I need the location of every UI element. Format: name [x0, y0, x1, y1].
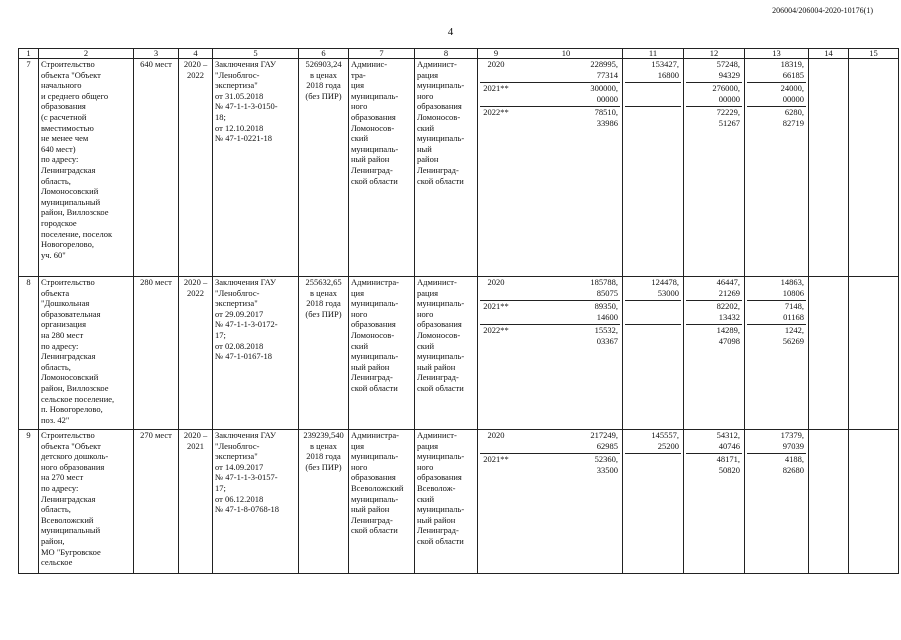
total-value-cell: 228995, 77314 [512, 59, 620, 83]
empty-cell [809, 277, 849, 430]
value-row [686, 301, 742, 325]
header-cell: 15 [849, 49, 899, 59]
empty-cell [849, 277, 899, 430]
capacity-cell: 280 мест [134, 277, 179, 430]
object-name-cell: Строительство объекта "Объект детского дошколь- ного образования на 270 мест по адресу: Ленинградская область, Всеволожский муниципальный район, МО "Бугровское сельское [39, 430, 134, 574]
value-row [747, 277, 806, 301]
financing-cell [478, 430, 623, 574]
capacity-cell: 640 мест [134, 59, 179, 277]
customer-cell: Администра- ция муниципаль- ного образования Ломоносов- ский муниципаль- ный район Ленинград- ской области [349, 277, 415, 430]
value-cell: 153427, 16800 [625, 59, 681, 83]
value-cell: 82202, 13432 [686, 301, 742, 325]
capacity-cell: 270 мест [134, 430, 179, 574]
financing-subtable [480, 59, 620, 130]
value-cell: 124478, 53000 [625, 277, 681, 301]
value-row [747, 107, 806, 131]
page-number: 4 [447, 26, 454, 38]
value-column-cell [623, 430, 684, 574]
header-cell-group [478, 49, 623, 59]
value-cell: 14289, 47098 [716, 325, 740, 346]
header-cell: 14 [809, 49, 849, 59]
value-subtable [686, 59, 742, 130]
value-row [625, 277, 681, 301]
value-column-cell [623, 277, 684, 430]
value-row [625, 59, 681, 83]
value-column-cell [623, 59, 684, 277]
customer-cell: Администра- ция муниципаль- ного образования Всеволожский муниципаль- ный район Ленинград- ской области [349, 430, 415, 574]
value-subtable [625, 277, 681, 348]
developer-cell: Админист- рация муниципаль- ного образования Ломоносов- ский муниципаль- ный район Ленинград- ской области [415, 277, 478, 430]
header-cell: 7 [349, 49, 415, 59]
value-row [686, 107, 742, 131]
financing-year-row [480, 325, 620, 349]
value-subtable [625, 430, 681, 477]
value-row [747, 301, 806, 325]
value-row [686, 59, 742, 83]
header-cell: 9 [493, 49, 499, 58]
value-column-cell [745, 59, 809, 277]
value-row [747, 83, 806, 107]
header-cell: 10 [561, 49, 571, 58]
cost-cell: 239239,540 в ценах 2018 года (без ПИР) [299, 430, 349, 574]
object-name-cell: Строительство объекта "Дошкольная образовательная организация на 280 мест по адресу: Ленинградская область, Ломоносовский район, Виллозское сельское поселение, п. Новогорелово, поз. 42" [39, 277, 134, 430]
value-column-cell [745, 430, 809, 574]
year-cell: 2020 [480, 59, 512, 83]
developer-cell: Админист- рация муниципаль- ного образования Всеволож- ский муниципаль- ный район Ленинград- ской области [415, 430, 478, 574]
financing-year-row [480, 277, 620, 301]
value-row [747, 325, 806, 349]
empty-cell [849, 59, 899, 277]
financing-year-row [480, 301, 620, 325]
value-cell: 145557, 25200 [625, 430, 681, 454]
financing-year-row [480, 83, 620, 107]
value-row [686, 83, 742, 107]
empty-cell [809, 430, 849, 574]
header-cell: 6 [299, 49, 349, 59]
financing-year-row [480, 454, 620, 478]
year-cell: 2022** [483, 325, 509, 335]
empty-cell [809, 59, 849, 277]
value-cell: 276000, 00000 [686, 83, 742, 107]
value-cell: 54312, 40746 [686, 430, 742, 454]
financing-year-row [480, 430, 620, 454]
total-value-cell: 89350, 14600 [512, 301, 620, 325]
customer-cell: Админис- тра- ция муниципаль- ного образования Ломоносов- ский муниципаль- ный район Ленинград- ской области [349, 59, 415, 277]
value-row [747, 454, 806, 478]
value-column-cell [684, 430, 745, 574]
year-cell: 2022** [483, 107, 509, 117]
value-row [625, 325, 681, 349]
value-cell [625, 83, 681, 107]
row-number-cell: 9 [19, 430, 39, 574]
total-value-cell: 52360, 33500 [594, 454, 618, 475]
header-cell: 4 [179, 49, 213, 59]
financing-subtable [480, 277, 620, 348]
object-name-cell: Строительство объекта "Объект начального и среднего общего образования (с расчетной вместимостью не менее чем 640 мест) по адресу: Ленинградская область, Ломоносовский муниципальный район, Виллозское городское поселение, поселок Новогорелово, уч. 60" [39, 59, 134, 277]
header-cell: 13 [745, 49, 809, 59]
value-row [747, 59, 806, 83]
financing-cell [478, 59, 623, 277]
developer-cell: Админист- рация муниципаль- ного образования Ломоносов- ский муниципаль- ный район Ленинград- ской области [415, 59, 478, 277]
value-cell [625, 301, 681, 325]
value-row [625, 430, 681, 454]
total-value-cell: 78510, 33986 [594, 107, 618, 128]
value-cell: 14863, 10806 [747, 277, 806, 301]
value-row [686, 454, 742, 478]
value-cell: 72229, 51267 [716, 107, 740, 128]
budget-table [18, 48, 899, 574]
row-number-cell: 7 [19, 59, 39, 277]
cost-cell: 255632,65 в ценах 2018 года (без ПИР) [299, 277, 349, 430]
value-subtable [747, 277, 806, 348]
value-row [625, 107, 681, 131]
table-row [19, 277, 899, 430]
value-subtable [686, 277, 742, 348]
header-cell: 11 [623, 49, 684, 59]
value-subtable [625, 59, 681, 130]
total-value-cell: 185788, 85075 [512, 277, 620, 301]
document-id: 206004/206004-2020-10176(1) [772, 6, 873, 15]
years-cell: 2020 – 2021 [179, 430, 213, 574]
header-cell: 8 [415, 49, 478, 59]
expertise-cell: Заключения ГАУ "Леноблгос- экспертиза" от 31.05.2018 № 47-1-1-3-0150- 18; от 12.10.2018 № 47-1-0221-18 [213, 59, 299, 277]
header-cell: 3 [134, 49, 179, 59]
year-cell: 2020 [480, 277, 512, 301]
cost-cell: 526903,24 в ценах 2018 года (без ПИР) [299, 59, 349, 277]
value-row [686, 430, 742, 454]
value-cell: 57248, 94329 [686, 59, 742, 83]
value-cell [625, 454, 681, 478]
value-subtable [686, 430, 742, 477]
value-column-cell [745, 277, 809, 430]
header-cell: 1 [19, 49, 39, 59]
financing-cell [478, 277, 623, 430]
year-cell: 2021** [480, 301, 512, 325]
years-cell: 2020 – 2022 [179, 277, 213, 430]
value-column-cell [684, 59, 745, 277]
value-row [625, 301, 681, 325]
value-subtable [747, 430, 806, 477]
value-row [686, 277, 742, 301]
header-row [19, 49, 899, 59]
value-row [625, 83, 681, 107]
table-row [19, 59, 899, 277]
value-column-cell [684, 277, 745, 430]
value-row [747, 430, 806, 454]
expertise-cell: Заключения ГАУ "Леноблгос- экспертиза" от 29.09.2017 № 47-1-1-3-0172- 17; от 02.08.2018 № 47-1-0167-18 [213, 277, 299, 430]
value-cell: 4188, 82680 [782, 454, 804, 475]
value-cell [625, 325, 681, 349]
value-cell: 1242, 56269 [782, 325, 804, 346]
header-cell: 5 [213, 49, 299, 59]
value-cell: 7148, 01168 [747, 301, 806, 325]
empty-cell [849, 430, 899, 574]
value-cell: 46447, 21269 [686, 277, 742, 301]
value-cell: 24000, 00000 [747, 83, 806, 107]
value-cell: 18319, 66185 [747, 59, 806, 83]
years-cell: 2020 – 2022 [179, 59, 213, 277]
financing-year-row [480, 59, 620, 83]
value-cell [625, 107, 681, 131]
total-value-cell: 15532, 03367 [594, 325, 618, 346]
expertise-cell: Заключения ГАУ "Леноблгос- экспертиза" от 14.09.2017 № 47-1-1-3-0157- 17; от 06.12.2018 № 47-1-8-0768-18 [213, 430, 299, 574]
value-cell: 48171, 50820 [716, 454, 740, 475]
value-row [625, 454, 681, 478]
year-cell: 2021** [483, 454, 509, 464]
total-value-cell: 300000, 00000 [512, 83, 620, 107]
financing-year-row [480, 107, 620, 131]
total-value-cell: 217249, 62985 [512, 430, 620, 454]
value-cell: 6280, 82719 [782, 107, 804, 128]
table-row [19, 430, 899, 574]
financing-subtable [480, 430, 620, 477]
value-subtable [747, 59, 806, 130]
year-cell: 2021** [480, 83, 512, 107]
header-cell: 2 [39, 49, 134, 59]
value-row [686, 325, 742, 349]
year-cell: 2020 [480, 430, 512, 454]
row-number-cell: 8 [19, 277, 39, 430]
value-cell: 17379, 97039 [747, 430, 806, 454]
header-cell: 12 [684, 49, 745, 59]
